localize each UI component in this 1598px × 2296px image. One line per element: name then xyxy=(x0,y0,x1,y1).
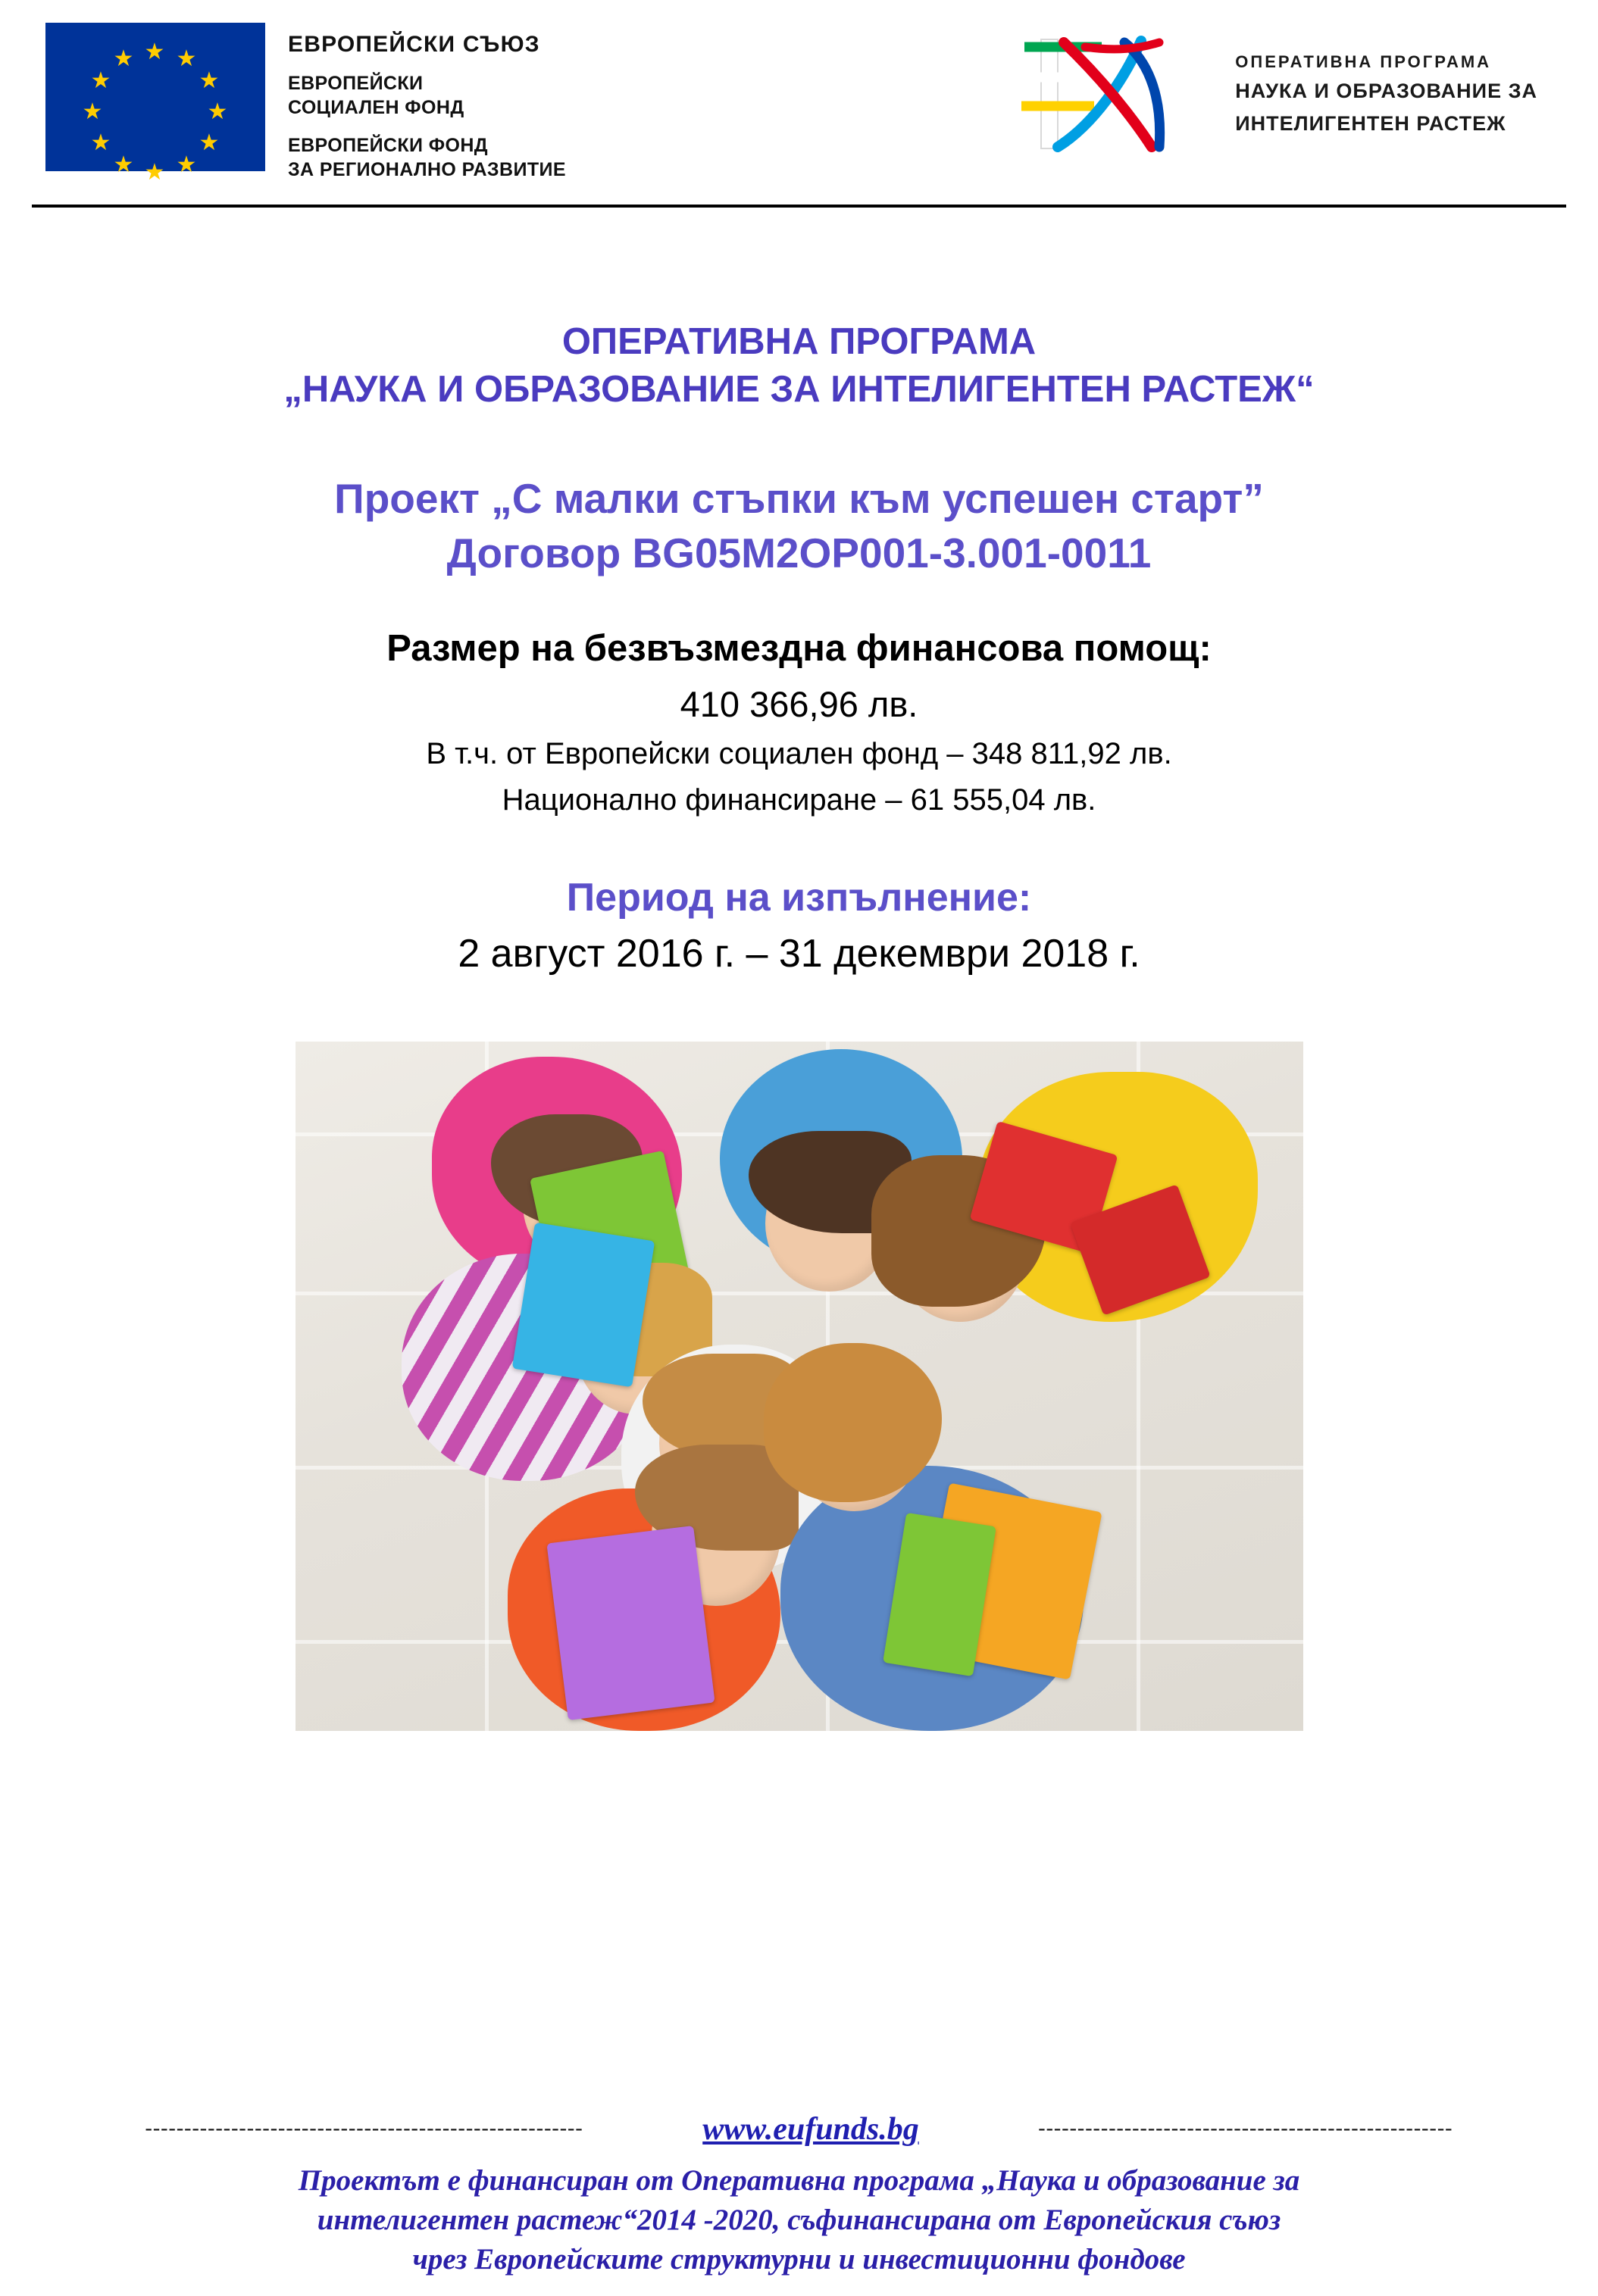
eu-erdf-line2: ЗА РЕГИОНАЛНО РАЗВИТИЕ xyxy=(288,159,566,181)
eu-flag-icon: ★ ★ ★ ★ ★ ★ ★ ★ ★ ★ ★ ★ xyxy=(45,23,265,171)
footer-disclaimer-line2: интелигентен растеж“2014 -2020, съфинансирана от Европейския съюз xyxy=(317,2204,1281,2237)
footer-disclaimer-line1: Проектът е финансиран от Оперативна програма „Наука и образование за xyxy=(298,2164,1300,2198)
op-logo-block xyxy=(1011,23,1553,155)
document-body xyxy=(0,318,1598,1731)
program-title-line1: ОПЕРАТИВНА ПРОГРАМА xyxy=(561,321,1037,362)
grant-esf-amount: В т.ч. от Европейски социален фонд – 348 811,92 лв. xyxy=(426,737,1172,771)
program-title xyxy=(68,318,1530,413)
eu-title: ЕВРОПЕЙСКИ СЪЮЗ xyxy=(288,32,540,57)
footer-disclaimer-line3: чрез Европейските структурни и инвестиционни фондове xyxy=(412,2243,1186,2276)
period-label: Период на изпълнение: xyxy=(566,876,1032,920)
footer-dashes-left: -------------------------------------------------------- xyxy=(145,2116,583,2141)
project-title-line1: Проект „С малки стъпки към успешен старт” xyxy=(334,475,1264,523)
footer-disclaimer xyxy=(38,2161,1560,2279)
period-dates: 2 август 2016 г. – 31 декември 2018 г. xyxy=(458,932,1140,976)
op-ribbon-logo-icon xyxy=(1011,33,1215,155)
document-footer xyxy=(0,2111,1598,2296)
eu-erdf-line1: ЕВРОПЕЙСКИ ФОНД xyxy=(288,135,489,157)
eu-esf-line2: СОЦИАЛЕН ФОНД xyxy=(288,97,464,119)
eu-emblem-block xyxy=(45,23,566,185)
program-title-line2: „НАУКА И ОБРАЗОВАНИЕ ЗА ИНТЕЛИГЕНТЕН РАСТЕЖ“ xyxy=(283,368,1315,410)
op-line1: ОПЕРАТИВНА ПРОГРАМА xyxy=(1235,52,1492,71)
photo-frame xyxy=(296,1042,1303,1731)
op-line2b: ИНТЕЛИГЕНТЕН РАСТЕЖ xyxy=(1235,111,1506,135)
op-line2a: НАУКА И ОБРАЗОВАНИЕ ЗА xyxy=(1235,80,1537,103)
grant-national-amount: Национално финансиране – 61 555,04 лв. xyxy=(502,783,1096,817)
eu-esf-line1: ЕВРОПЕЙСКИ xyxy=(288,73,424,95)
footer-website-row xyxy=(38,2111,1560,2148)
children-photo xyxy=(296,1042,1303,1731)
eufunds-website-link[interactable]: www.eufunds.bg xyxy=(702,2112,919,2148)
header-divider xyxy=(32,205,1566,208)
grant-label: Размер на безвъзмездна финансова помощ: xyxy=(386,628,1212,670)
grant-amount: 410 366,96 лв. xyxy=(680,684,918,725)
project-title xyxy=(68,472,1530,580)
document-header xyxy=(0,0,1598,220)
footer-dashes-right: ----------------------------------------------------- xyxy=(1038,2116,1453,2141)
project-contract-number: Договор BG05M2OP001-3.001-0011 xyxy=(446,529,1152,576)
